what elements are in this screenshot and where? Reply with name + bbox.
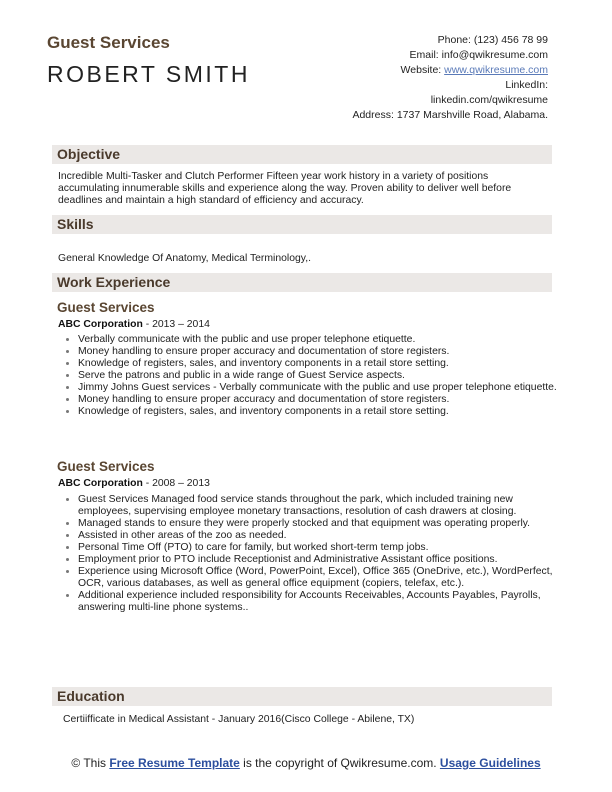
email-label: Email: [409, 49, 439, 61]
education-heading: Education [57, 688, 125, 704]
job-1-company: ABC Corporation [58, 319, 143, 330]
footer-prefix: © This [71, 756, 110, 770]
list-item: • Additional experience included responsibility for Accounts Receivables, Accounts Payables, Payrolls, answering multi-line phone systems.. [78, 590, 558, 614]
list-item: • Experience using Microsoft Office (Word, PowerPoint, Excel), Office 365 (OneDrive, etc.), WordPerfect, OCR, various databases, as well as general office equipment (copiers, telefax, etc.). [78, 566, 558, 590]
email-value: info@qwikresume.com [441, 49, 548, 61]
footer-middle: is the copyright of Qwikresume.com. [239, 756, 440, 770]
education-text: Certiifficate in Medical Assistant - January 2016(Cisco College - Abilene, TX) [63, 714, 415, 725]
job-2-dates: - 2008 – 2013 [142, 478, 210, 489]
address-value: 1737 Marshville Road, Alabama. [396, 109, 548, 121]
contact-address [308, 108, 548, 123]
job-2-title: Guest Services [57, 459, 155, 474]
contact-linkedin-value: linkedin.com/qwikresume [430, 94, 548, 106]
contact-linkedin-label: LinkedIn: [505, 79, 548, 91]
work-heading: Work Experience [57, 274, 171, 290]
free-resume-template-link[interactable]: Free Resume Template [109, 756, 240, 770]
job-2-company: ABC Corporation [58, 478, 143, 489]
header-job-title: Guest Services [47, 33, 170, 52]
list-item: • Money handling to ensure proper accuracy and documentation of store registers. [78, 394, 558, 406]
objective-text: Incredible Multi-Tasker and Clutch Performer Fifteen year work history in a variety of positions accumulating innumerable skills and experience along the way. Proven ability to deliver well before deadlines and maintain a high standard of efficiency and accuracy. [58, 171, 512, 206]
usage-guidelines-link[interactable]: Usage Guidelines [439, 756, 541, 770]
objective-heading: Objective [57, 146, 121, 162]
list-item: • Assisted in other areas of the zoo as needed. [78, 530, 558, 542]
list-item: • Knowledge of registers, sales, and inventory components in a retail store setting. [78, 406, 558, 418]
list-item: • Employment prior to PTO include Receptionist and Administrative Assistant office positions. [78, 554, 558, 566]
job-2-bullets [62, 494, 558, 614]
phone-value: (123) 456 78 99 [473, 34, 548, 46]
job-1-title: Guest Services [57, 300, 155, 315]
candidate-name: ROBERT SMITH [47, 61, 250, 87]
job-1-dates: - 2013 – 2014 [142, 319, 210, 330]
website-label: Website: [400, 64, 442, 76]
job-1-bullets [62, 334, 558, 418]
list-item: • Personal Time Off (PTO) to care for family, but worked short-term temp jobs. [78, 542, 558, 554]
phone-label: Phone: [437, 34, 471, 46]
list-item: • Verbally communicate with the public and use proper telephone etiquette. [78, 334, 558, 346]
list-item: • Knowledge of registers, sales, and inventory components in a retail store setting. [78, 358, 558, 370]
address-label: Address: [352, 109, 394, 121]
education-section-bar [52, 687, 552, 706]
list-item: • Money handling to ensure proper accuracy and documentation of store registers. [78, 346, 558, 358]
resume-header [47, 33, 250, 88]
skills-section-bar [52, 215, 552, 234]
contact-email [308, 48, 548, 63]
job-1-company-line [58, 319, 210, 330]
job-2-company-line [58, 478, 210, 489]
contact-phone [308, 33, 548, 48]
list-item: • Jimmy Johns Guest services - Verbally communicate with the public and use proper telephone etiquette. [78, 382, 558, 394]
website-link[interactable]: www.qwikresume.com [444, 64, 548, 76]
list-item: • Managed stands to ensure they were properly stocked and that equipment was operating properly. [78, 518, 558, 530]
list-item: • Guest Services Managed food service stands throughout the park, which included training new employees, supervising employee monetary transactions, resolution of cash drawers at closing. [78, 494, 558, 518]
copyright-footer [0, 756, 612, 771]
skills-heading: Skills [57, 216, 94, 232]
contact-website [308, 63, 548, 78]
objective-section-bar [52, 145, 552, 164]
skills-text: General Knowledge Of Anatomy, Medical Terminology,. [58, 253, 311, 264]
list-item: • Serve the patrons and public in a wide range of Guest Service aspects. [78, 370, 558, 382]
contact-block [308, 33, 548, 123]
